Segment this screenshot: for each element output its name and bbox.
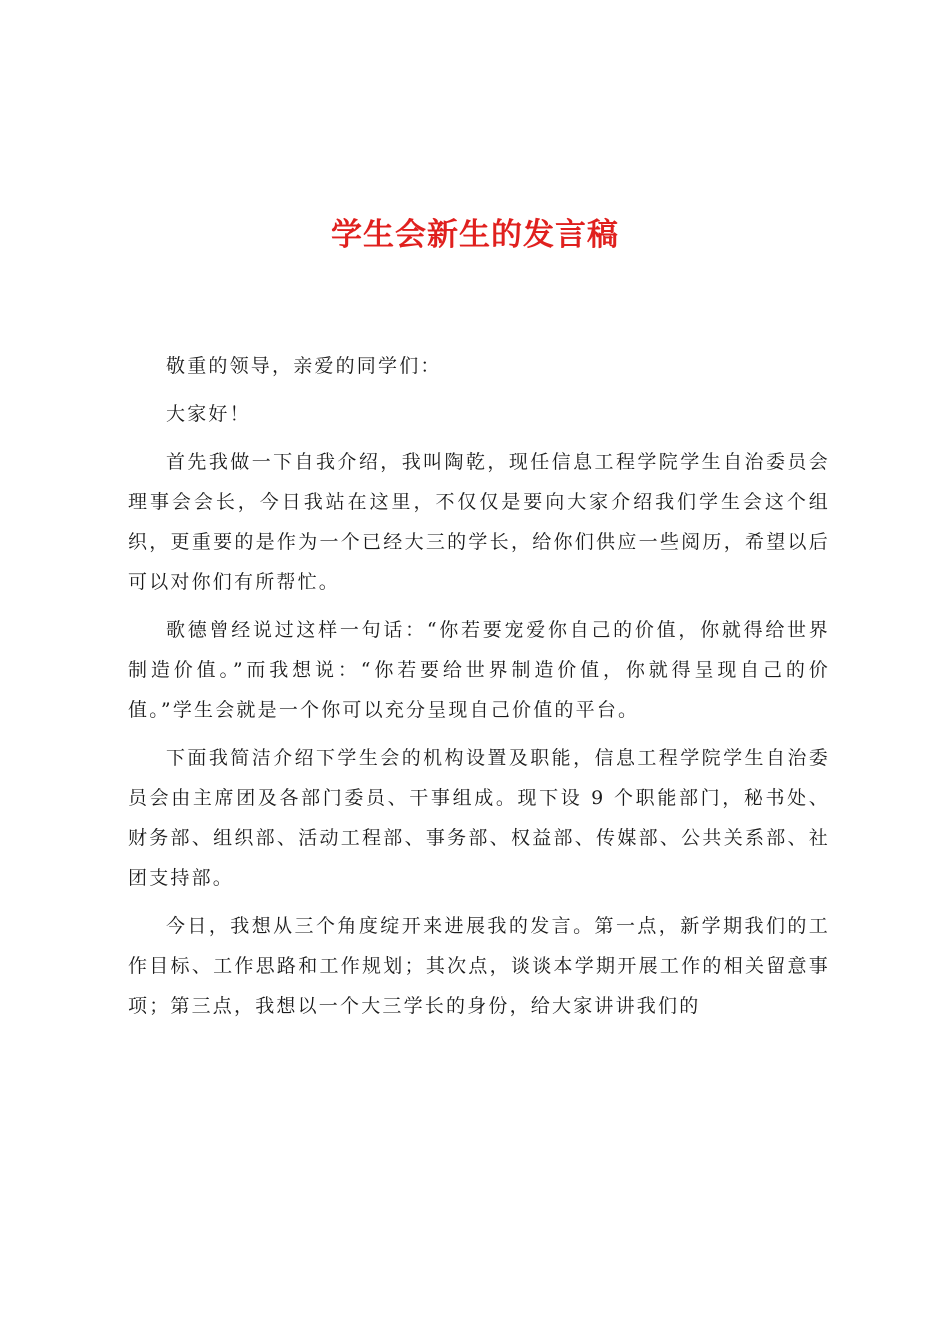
outline-paragraph: 今日，我想从三个角度绽开来进展我的发言。第一点，新学期我们的工作目标、工作思路和工作规划；其次点，谈谈本学期开展工作的相关留意事项；第三点，我想以一个大三学长的身份，给大家讲讲我们的 <box>128 915 830 1017</box>
organization-paragraph: 下面我简洁介绍下学生会的机构设置及职能，信息工程学院学生自治委员会由主席团及各部门委员、干事组成。现下设 9 个职能部门，秘书处、财务部、组织部、活动工程部、事务部、权益部、传媒部、公共关系部、社团支持部。 <box>128 747 830 889</box>
document-title: 学生会新生的发言稿 <box>331 217 619 253</box>
greeting-paragraph: 大家好！ <box>166 403 251 425</box>
salutation-paragraph: 敬重的领导，亲爱的同学们： <box>166 355 442 377</box>
quote-paragraph: 歌德曾经说过这样一句话：“你若要宠爱你自己的价值，你就得给世界制造价值。”而我想说：“你若要给世界制造价值，你就得呈现自己的价值。”学生会就是一个你可以充分呈现自己价值的平台。 <box>128 619 830 721</box>
introduction-paragraph: 首先我做一下自我介绍，我叫陶乾，现任信息工程学院学生自治委员会理事会会长，今日我站在这里，不仅仅是要向大家介绍我们学生会这个组织，更重要的是作为一个已经大三的学长，给你们供应一些阅历，希望以后可以对你们有所帮忙。 <box>128 451 830 593</box>
document-body <box>128 346 830 1034</box>
